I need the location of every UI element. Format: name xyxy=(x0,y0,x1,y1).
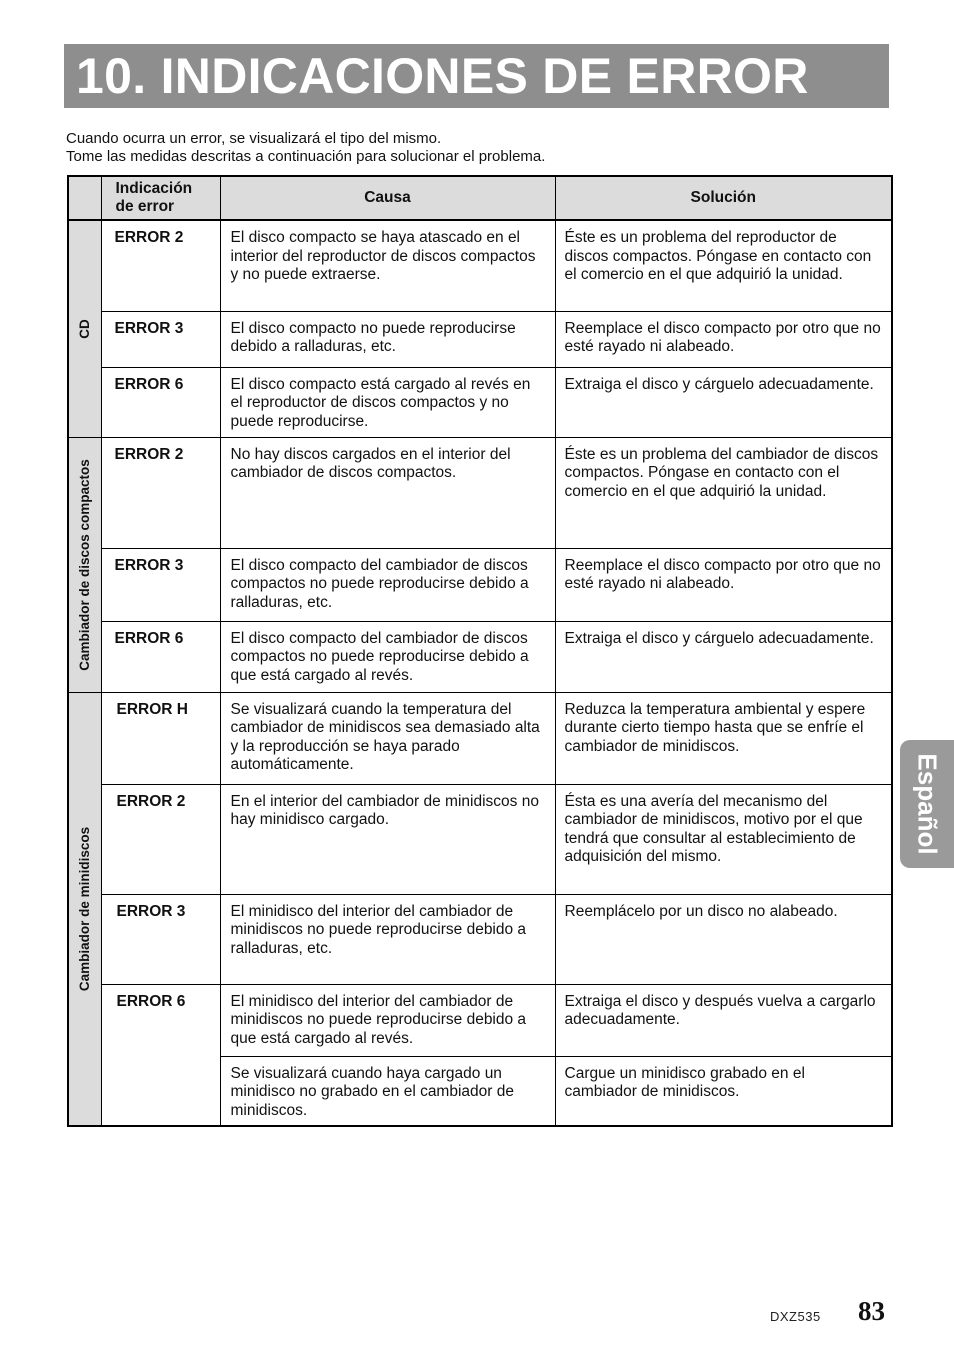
table-row xyxy=(68,367,892,437)
solution-text: Éste es un problema del reproductor de discos compactos. Póngase en contacto con el comercio en el que adquirió la unidad. xyxy=(555,220,892,311)
error-code: ERROR 3 xyxy=(101,311,220,367)
group-label-cd-changer xyxy=(68,437,101,692)
header-blank xyxy=(68,176,101,220)
table-row xyxy=(68,692,892,784)
cause-text: El minidisco del interior del cambiador de minidiscos no puede reproducirse debido a que está cargado al revés. xyxy=(220,984,555,1056)
cause-text: El disco compacto del cambiador de discos compactos no puede reproducirse debido a que está cargado al revés. xyxy=(220,621,555,692)
error-code: ERROR 6 xyxy=(116,992,186,1010)
error-code: ERROR 2 xyxy=(101,220,220,311)
header-indicacion-line2: de error xyxy=(115,198,175,215)
group-label-md-changer xyxy=(68,692,101,1126)
cause-text: El minidisco del interior del cambiador de minidiscos no puede reproducirse debido a ralladuras, etc. xyxy=(220,894,555,984)
solution-text: Éste es un problema del cambiador de discos compactos. Póngase en contacto con el comercio en el que adquirió la unidad. xyxy=(555,437,892,548)
page-number: 83 xyxy=(858,1296,885,1326)
error-code: ERROR 2 xyxy=(101,437,220,548)
solution-text: Extraiga el disco y cárguelo adecuadamente. xyxy=(555,621,892,692)
cause-text: El disco compacto está cargado al revés en el reproductor de discos compactos y no puede reproducirse. xyxy=(220,367,555,437)
header-indicacion-line1: Indicación xyxy=(115,180,193,197)
table-row xyxy=(68,784,892,894)
solution-text: Extraiga el disco y cárguelo adecuadamente. xyxy=(555,367,892,437)
header-solucion: Solución xyxy=(555,176,892,220)
solution-text: Cargue un minidisco grabado en el cambiador de minidiscos. xyxy=(564,1064,805,1100)
header-indicacion xyxy=(101,176,220,220)
error-code: ERROR 3 xyxy=(101,548,220,621)
cause-text: El disco compacto no puede reproducirse debido a ralladuras, etc. xyxy=(220,311,555,367)
error-table xyxy=(67,175,893,1127)
error-code: ERROR 6 xyxy=(101,621,220,692)
title-bar xyxy=(64,44,889,108)
page-title: 10. INDICACIONES DE ERROR xyxy=(76,48,809,104)
cause-text: En el interior del cambiador de minidiscos no hay minidisco cargado. xyxy=(220,784,555,894)
group-label-text: Cambiador de minidiscos xyxy=(76,826,92,991)
footer-model: DXZ535 xyxy=(770,1309,821,1324)
table-row xyxy=(68,311,892,367)
error-code: ERROR 6 xyxy=(101,367,220,437)
solution-text: Reemplácelo por un disco no alabeado. xyxy=(555,894,892,984)
table-row xyxy=(68,621,892,692)
cause-text: El disco compacto se haya atascado en el interior del reproductor de discos compactos y no puede extraerse. xyxy=(220,220,555,311)
intro-text xyxy=(66,130,886,166)
cause-text: Se visualizará cuando la temperatura del cambiador de minidiscos sea demasiado alta y la reproducción se haya parado automáticamente. xyxy=(220,692,555,784)
table-row xyxy=(68,548,892,621)
table-row xyxy=(68,437,892,548)
intro-line-2: Tome las medidas descritas a continuación para solucionar el problema. xyxy=(66,148,546,165)
table-row xyxy=(68,220,892,311)
header-causa: Causa xyxy=(220,176,555,220)
solution-text: Reemplace el disco compacto por otro que no esté rayado ni alabeado. xyxy=(555,311,892,367)
cause-text: Se visualizará cuando haya cargado un minidisco no grabado en el cambiador de minidiscos. xyxy=(220,1056,555,1126)
language-tab-label: Español xyxy=(912,753,943,855)
intro-line-1: Cuando ocurra un error, se visualizará el tipo del mismo. xyxy=(66,130,442,147)
solution-text: Extraiga el disco y después vuelva a cargarlo adecuadamente. xyxy=(555,984,892,1056)
solution-text: Reduzca la temperatura ambiental y espere durante cierto tiempo hasta que se enfríe el cambiador de minidiscos. xyxy=(555,692,892,784)
group-label-text: CD xyxy=(76,319,92,339)
table-row xyxy=(68,984,892,1056)
solution-text: Reemplace el disco compacto por otro que no esté rayado ni alabeado. xyxy=(555,548,892,621)
solution-text: Ésta es una avería del mecanismo del cambiador de minidiscos, motivo por el que tendrá que consultar al establecimiento de adquisición del mismo. xyxy=(555,784,892,894)
language-tab xyxy=(900,740,954,868)
group-label-text: Cambiador de discos compactos xyxy=(76,458,92,671)
error-code: ERROR 2 xyxy=(101,784,220,894)
table-header-row xyxy=(68,176,892,220)
cause-text: No hay discos cargados en el interior del cambiador de discos compactos. xyxy=(220,437,555,548)
error-code: ERROR H xyxy=(101,692,220,784)
table-row xyxy=(68,894,892,984)
error-code: ERROR 3 xyxy=(101,894,220,984)
group-label-cd xyxy=(68,220,101,437)
cause-text: El disco compacto del cambiador de discos compactos no puede reproducirse debido a ralladuras, etc. xyxy=(220,548,555,621)
